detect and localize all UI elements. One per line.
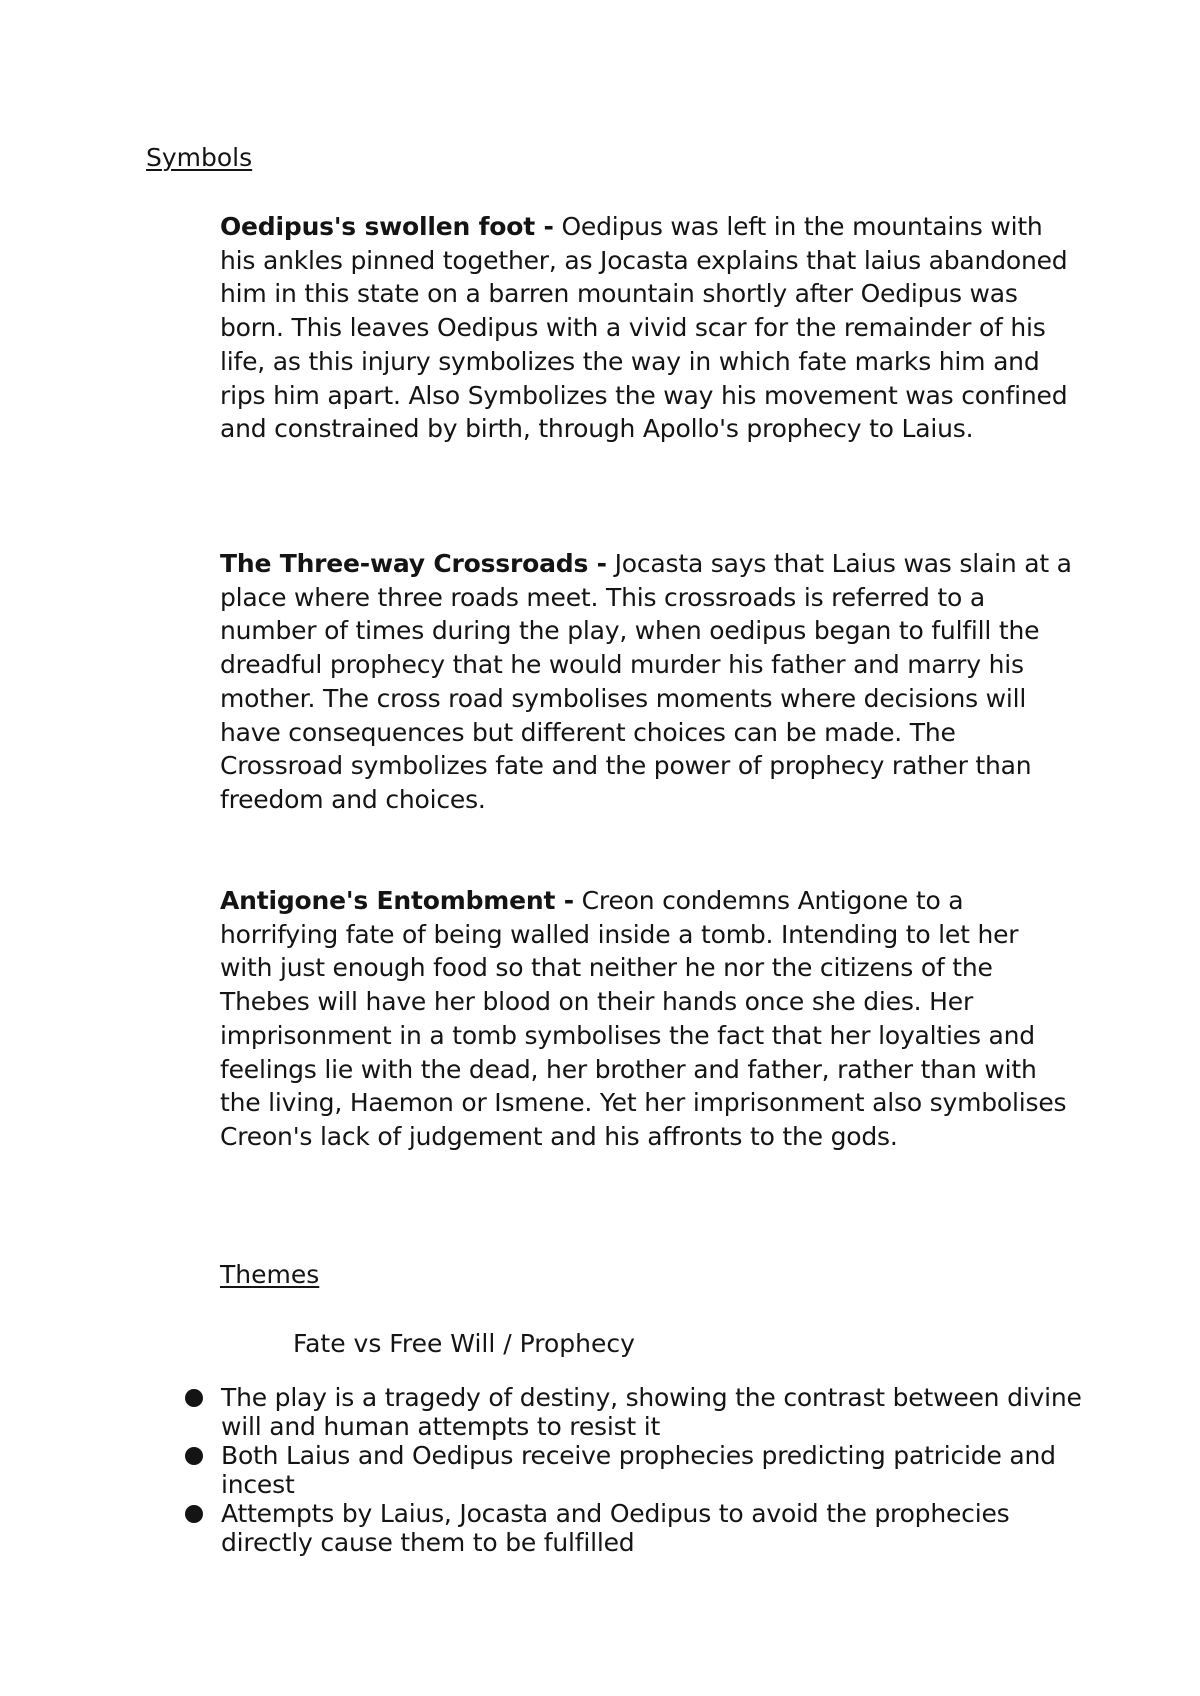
symbol-description: Creon condemns Antigone to a horrifying fate of being walled inside a tomb. Intending to let her with just enough food so that neither he nor the citizens of the Thebes will have her blood on their hands once she dies. Her imprisonment in a tomb symbolises the fact that her loyalties and feelings lie with the dead, her brother and father, rather than with the living, Haemon or Ismene. Yet her imprisonment also symbolises Creon's lack of judgement and his affronts to the gods.	[220, 886, 1067, 1151]
symbol-description: Jocasta says that Laius was slain at a place where three roads meet. This crossroads is referred to a number of times during the play, when oedipus began to fulfill the dreadful prophecy that he would murder his father and marry his mother. The cross road symbolises moments where decisions will have consequences but different choices can be made. The Crossroad symbolizes fate and the power of prophecy rather than freedom and choices.	[220, 549, 1072, 814]
list-item	[185, 1499, 1085, 1557]
bullet-text: The play is a tragedy of destiny, showing the contrast between divine will and human attempts to resist it	[221, 1383, 1082, 1441]
symbol-term: The Three-way Crossroads -	[220, 549, 607, 578]
symbol-term: Oedipus's swollen foot -	[220, 212, 554, 241]
bullet-icon	[185, 1505, 203, 1523]
bullet-text: Both Laius and Oedipus receive prophecies predicting patricide and incest	[221, 1441, 1056, 1499]
theme-bullet-list	[185, 1383, 1085, 1557]
bullet-icon	[185, 1447, 203, 1465]
symbol-term: Antigone's Entombment -	[220, 886, 574, 915]
symbol-description: Oedipus was left in the mountains with his ankles pinned together, as Jocasta explains that laius abandoned him in this state on a barren mountain shortly after Oedipus was born. This leaves Oedipus with a vivid scar for the remainder of his life, as this injury symbolizes the way in which fate marks him and rips him apart. Also Symbolizes the way his movement was confined and constrained by birth, through Apollo's prophecy to Laius.	[220, 212, 1068, 444]
bullet-text: Attempts by Laius, Jocasta and Oedipus to avoid the prophecies directly cause them to be fulfilled	[221, 1499, 1010, 1557]
bullet-icon	[185, 1389, 203, 1407]
theme-subheading: Fate vs Free Will / Prophecy	[293, 1329, 635, 1358]
list-item	[185, 1383, 1085, 1441]
symbol-entry-swollen-foot	[220, 210, 1075, 446]
symbol-entry-entombment	[220, 884, 1075, 1154]
themes-heading: Themes	[220, 1260, 320, 1289]
symbol-entry-crossroads	[220, 547, 1075, 817]
symbols-heading: Symbols	[146, 143, 253, 172]
list-item	[185, 1441, 1085, 1499]
